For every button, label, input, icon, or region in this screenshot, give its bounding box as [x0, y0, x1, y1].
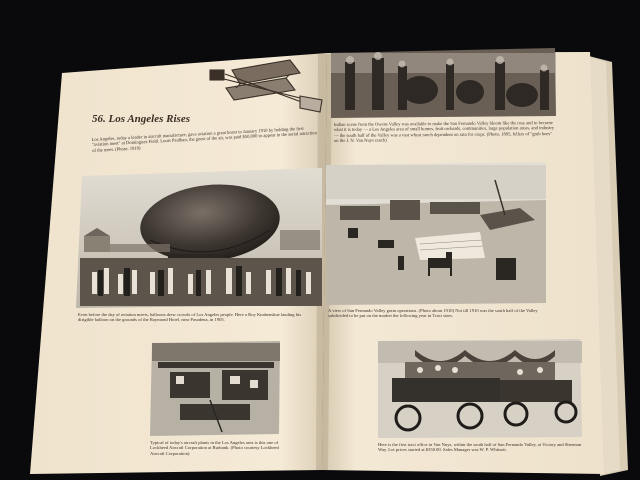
photo-indian-scene: [331, 48, 556, 118]
intro-paragraph: Los Angeles, today a leader in aircraft manufacture, gave aviation a great boost in January 1910 by holding the first "aviation meet" at Dominguez Field. Louis Paulhan, the guest of the air, was paid $50,000 to appear in the aerial attraction of the meet. (Photo: 1910): [91, 125, 317, 153]
upper-right-paragraph: Indian scene from the Owens Valley was available to make the San Fernando Valley bloom like the rose and to become what it is today — a Los Angeles area of small homes, fruit orchards, communities, large population areas, and industry — the south half of the Valley was a vast wheat ranch dependent on rain for crops. (Photo, 1895, fellers of "grub hoes" on the I. N. Van Nuys ranch): [333, 120, 555, 144]
photo-van-nuys-tract-office: [378, 339, 582, 438]
photo-aircraft-plant: [150, 341, 280, 436]
photo-valley-grain: [326, 162, 546, 305]
caption-aircraft-plant: Typical of today's aircraft plants in the Los Angeles area is this one of Lockheed Aircraft Corporation at Burbank. (Photo courtesy Lockheed Aircraft Corporation): [150, 440, 279, 456]
caption-van-nuys: Here is the first tract office in Van Nuys, within the south half of San Fernando Valley, at Victory and Sherman Way. Lot prices started at $350.00. Sales Manager was W. P. Whitsett.: [378, 442, 582, 453]
caption-valley: A view of San Fernando Valley grain operations. (Photo about 1910) Not till 1910 was the south half of the Valley subdivided to be put on the market the following year in Tract sizes.: [328, 308, 538, 319]
chapter-heading: 56. Los Angeles Rises: [92, 113, 190, 125]
photo-dirigible-balloon: [76, 168, 322, 308]
caption-balloon: Even before the day of aviation meets, balloons drew crowds of Los Angeles people. Here a Roy Knabenshue lauding his dirigible balloon on the grounds of the Raymond Hotel, near Pasadena, in 1905.: [78, 312, 302, 323]
